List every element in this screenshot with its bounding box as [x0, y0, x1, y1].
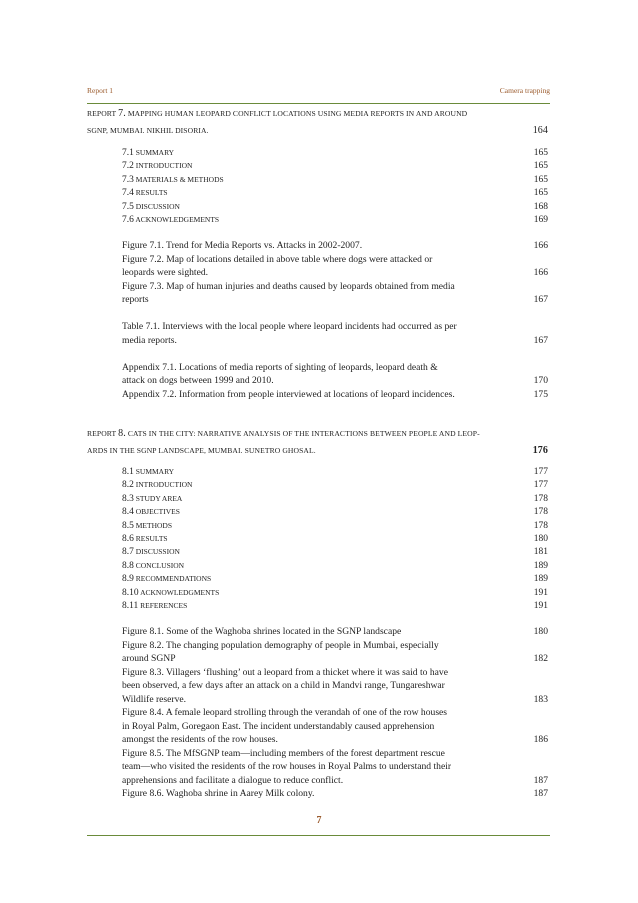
- report7-title-line1: MAPPING HUMAN LEOPARD CONFLICT LOCATIONS USING MEDIA REPORTS IN AND AROUND: [127, 109, 468, 118]
- appendix-entry[interactable]: Appendix 7.1. Locations of media reports of sighting of leopards, leopard death & attack on dogs between 1999 and 2010. 170: [122, 361, 548, 386]
- report7-entries: [122, 239, 548, 401]
- toc-row[interactable]: 8.5 METHODS 178: [122, 520, 548, 531]
- page-number: 7: [316, 815, 322, 826]
- report8-number: 8.: [118, 428, 126, 439]
- report7-heading: [87, 105, 548, 139]
- figure-entry[interactable]: Figure 8.6. Waghoba shrine in Aarey Milk colony. 187: [122, 788, 548, 799]
- toc-row[interactable]: 7.2 INTRODUCTION 165: [122, 161, 548, 172]
- toc-row[interactable]: 7.1 SUMMARY 165: [122, 148, 548, 158]
- figure-entry[interactable]: Figure 8.1. Some of the Waghoba shrines located in the SGNP landscape 180: [122, 626, 548, 637]
- report7-number: 7.: [118, 108, 126, 119]
- report8-title-line1: CATS IN THE CITY: NARRATIVE ANALYSIS OF THE INTERACTIONS BETWEEN PEOPLE AND LEOP-: [127, 429, 480, 438]
- report8-entries: [122, 625, 548, 801]
- toc-row[interactable]: 7.3 MATERIALS & METHODS 165: [122, 174, 548, 185]
- toc-row[interactable]: 8.10 ACKNOWLEDGMENTS 191: [122, 587, 548, 598]
- report7-toc: [122, 146, 548, 226]
- toc-row[interactable]: 8.8 CONCLUSION 189: [122, 560, 548, 571]
- figure-entry[interactable]: Figure 8.3. Villagers ‘flushing’ out a leopard from a thicket where it was said to have been observed, a few days after an attack on a child in Mandvi range, Tungareshwar Wildlife reserve. 183: [122, 666, 548, 705]
- figure-entry[interactable]: Figure 7.1. Trend for Media Reports vs. Attacks in 2002-2007. 166: [122, 240, 548, 251]
- header-left: Report 1: [87, 86, 114, 95]
- report8-title-line2: ARDS IN THE SGNP LANDSCAPE, MUMBAI. SUNETRO GHOSAL.: [87, 446, 316, 455]
- toc-row[interactable]: 8.3 STUDY AREA 178: [122, 493, 548, 504]
- figure-entry[interactable]: Figure 8.5. The MfSGNP team—including members of the forest department rescue team—who visited the residents of the row houses in Royal Palms to understand their apprehensions and facilitate a dialogue to reduce conflict. 187: [122, 747, 548, 786]
- report8-page: 176: [532, 445, 548, 456]
- report7-page: 164: [532, 125, 548, 136]
- toc-row[interactable]: 7.6 ACKNOWLEDGEMENTS 169: [122, 214, 548, 225]
- report7-title-line2: SGNP, MUMBAI. NIKHIL DISORIA.: [87, 126, 209, 135]
- toc-row[interactable]: 7.4 RESULTS 165: [122, 188, 548, 199]
- toc-row[interactable]: 8.2 INTRODUCTION 177: [122, 480, 548, 491]
- table-entry[interactable]: Table 7.1. Interviews with the local people where leopard incidents had occurred as per media reports. 167: [122, 321, 548, 346]
- figure-entry[interactable]: Figure 8.4. A female leopard strolling through the verandah of one of the row houses in Royal Palm, Goregaon East. The incident understandably caused apprehension amongst the residents of the row houses. 186: [122, 707, 548, 745]
- report8-heading: [87, 425, 548, 459]
- running-header: [87, 86, 550, 95]
- appendix-entry[interactable]: Appendix 7.2. Information from people interviewed at locations of leopard incidences. 175: [122, 388, 548, 400]
- toc-row[interactable]: 8.9 RECOMMENDATIONS 189: [122, 574, 548, 585]
- report8-toc: [122, 465, 548, 612]
- figure-entry[interactable]: Figure 7.3. Map of human injuries and deaths caused by leopards obtained from media reports 167: [122, 280, 548, 305]
- toc-row[interactable]: 7.5 DISCUSSION 168: [122, 201, 548, 212]
- figure-entry[interactable]: Figure 7.2. Map of locations detailed in above table where dogs were attacked or leopards were sighted. 166: [122, 253, 548, 278]
- report7-label: REPORT: [87, 109, 117, 118]
- toc-row[interactable]: 8.7 DISCUSSION 181: [122, 547, 548, 558]
- header-right: Camera trapping: [499, 86, 550, 95]
- toc-row[interactable]: 8.4 OBJECTIVES 178: [122, 507, 548, 518]
- toc-row[interactable]: 8.1 SUMMARY 177: [122, 467, 548, 477]
- header-rule: [87, 103, 550, 104]
- report8-label: REPORT: [87, 429, 117, 438]
- toc-row[interactable]: 8.6 RESULTS 180: [122, 533, 548, 544]
- toc-row[interactable]: 8.11 REFERENCES 191: [122, 600, 548, 611]
- footer-rule: [87, 835, 550, 836]
- figure-entry[interactable]: Figure 8.2. The changing population demography of people in Mumbai, especially around SGNP 182: [122, 639, 548, 664]
